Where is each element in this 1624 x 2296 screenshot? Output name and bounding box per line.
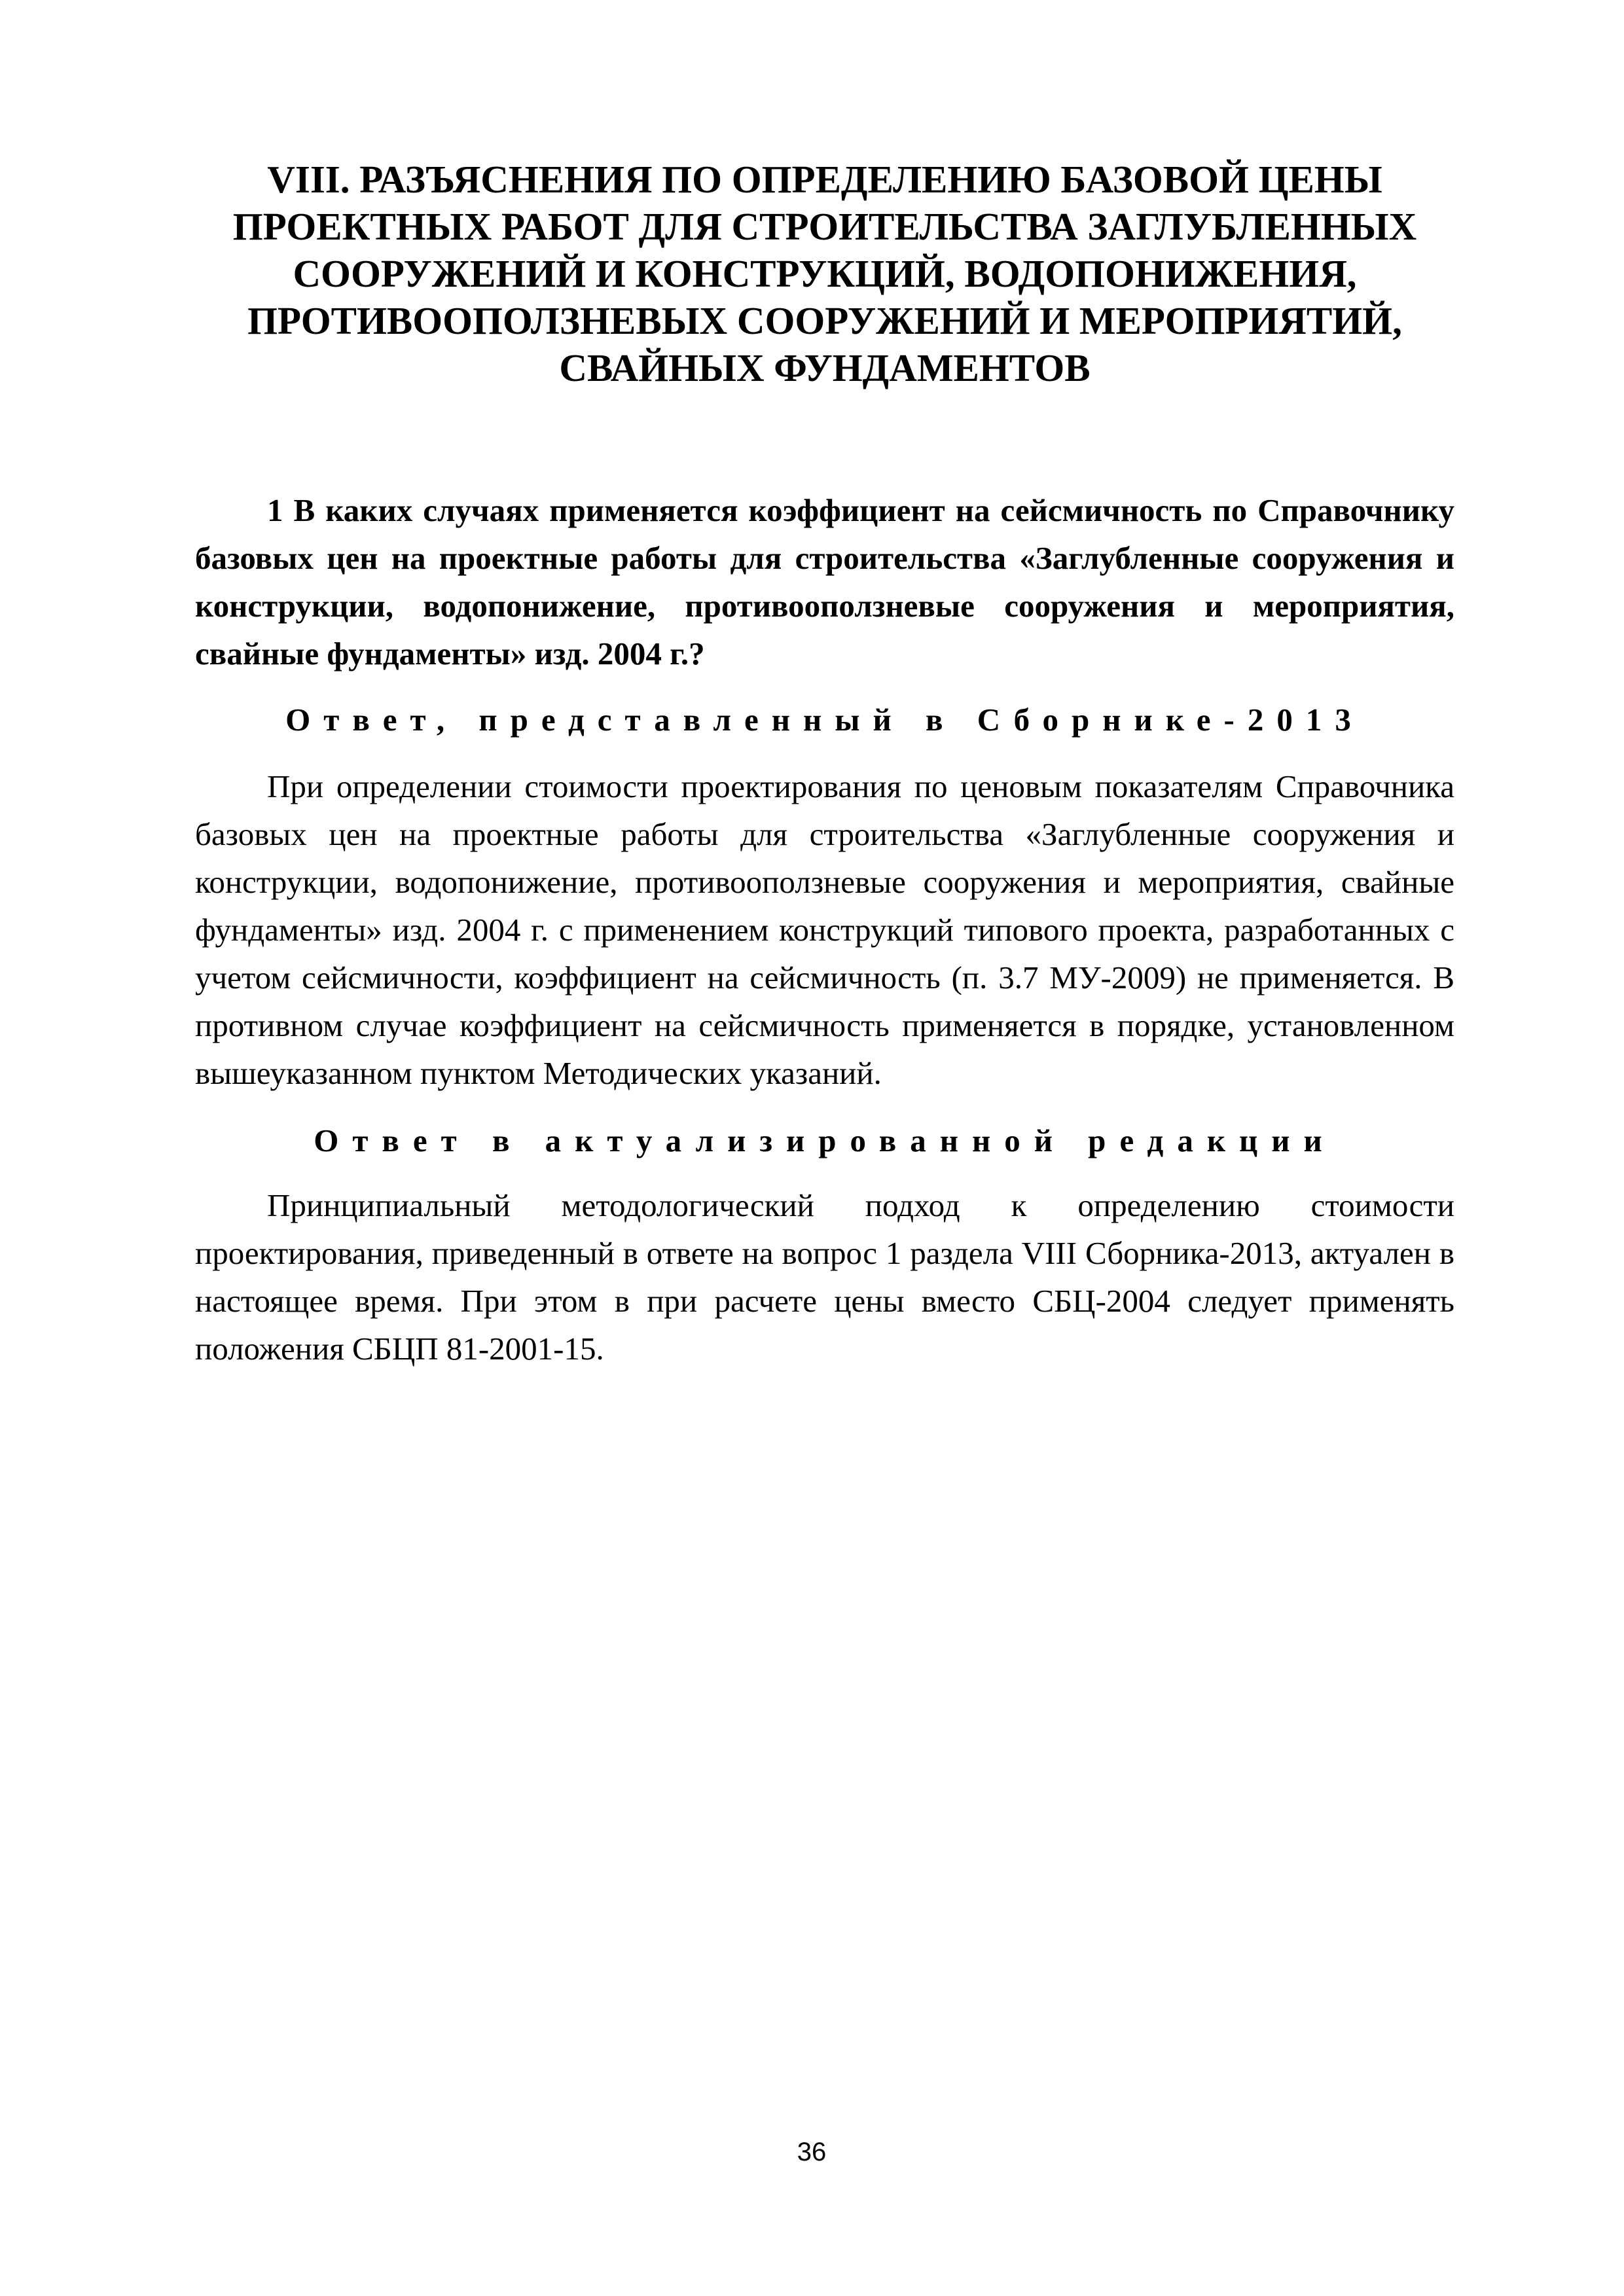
answer-2013-heading: Ответ, представленный в Сборнике-2013 <box>285 702 1364 738</box>
section-title-line-1: VIII. РАЗЪЯСНЕНИЯ ПО ОПРЕДЕЛЕНИЮ БАЗОВОЙ ЦЕНЫ <box>267 158 1382 201</box>
answer-updated-text: Принципиальный методологический подход к определению стоимости проектирования, приведенный в ответе на вопрос 1 раздела VIII Сборника-2013, актуален в настоящее время. При этом в при расчете цены вместо СБЦ-2004 следует применять положения СБЦП 81-2001-15. <box>195 1187 1454 1367</box>
answer-updated-heading: Ответ в актуализированной редакции <box>314 1122 1336 1158</box>
section-title <box>196 156 1453 391</box>
page-number: 36 <box>797 2138 827 2166</box>
question-text: 1 В каких случаях применяется коэффициент на сейсмичность по Справочнику базовых цен на проектные работы для строительства «Заглубленные сооружения и конструкции, водопонижение, противооползневые сооружения и мероприятия, свайные фундаменты» изд. 2004 г.? <box>195 492 1454 672</box>
section-title-line-2: ПРОЕКТНЫХ РАБОТ ДЛЯ СТРОИТЕЛЬСТВА ЗАГЛУБЛЕННЫХ <box>232 205 1417 248</box>
answer-2013-text: При определении стоимости проектирования по ценовым показателям Справочника базовых цен на проектные работы для строительства «Заглубленные сооружения и конструкции, водопонижение, противооползневые сооружения и мероприятия, свайные фундаменты» изд. 2004 г. с применением конструкций типового проекта, разработанных с учетом сейсмичности, коэффициент на сейсмичность (п. 3.7 МУ-2009) не применяется. В противном случае коэффициент на сейсмичность применяется в порядке, установленном вышеуказанном пунктом Методических указаний. <box>195 768 1454 1091</box>
section-title-line-3: СООРУЖЕНИЙ И КОНСТРУКЦИЙ, ВОДОПОНИЖЕНИЯ, <box>293 252 1357 295</box>
section-title-line-5: СВАЙНЫХ ФУНДАМЕНТОВ <box>559 346 1091 389</box>
section-title-line-4: ПРОТИВООПОЛЗНЕВЫХ СООРУЖЕНИЙ И МЕРОПРИЯТИЙ, <box>247 299 1402 342</box>
